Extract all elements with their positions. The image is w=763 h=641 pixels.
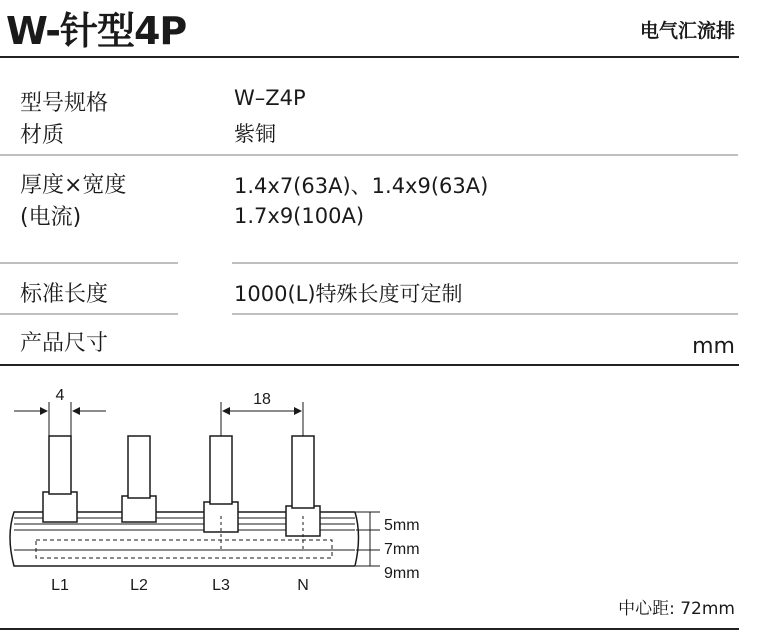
pin-label: N — [297, 577, 309, 594]
pin-l1 — [43, 436, 77, 522]
current-label: (电流) — [20, 205, 82, 230]
thickness-value-2: 1.7x9(100A) — [234, 204, 365, 228]
material-label: 材质 — [20, 123, 65, 148]
length-value: 1000(L)特殊长度可定制 — [234, 282, 463, 306]
header-divider — [0, 56, 739, 58]
pin-l2 — [122, 436, 156, 522]
pin-n — [286, 436, 320, 550]
busbar-drawing — [0, 366, 763, 628]
model-label: 型号规格 — [20, 91, 109, 116]
pin-width-label: 4 — [55, 387, 65, 404]
row-divider — [0, 262, 178, 264]
row-divider — [0, 313, 178, 315]
row-divider — [232, 262, 738, 264]
length-label: 标准长度 — [20, 282, 109, 307]
footer-divider — [0, 628, 739, 630]
product-category: 电气汇流排 — [639, 20, 735, 42]
material-value: 紫铜 — [234, 122, 276, 146]
row-divider — [0, 154, 738, 156]
model-value: W–Z4P — [234, 86, 306, 110]
product-title: W-针型4P — [6, 9, 187, 53]
pin-label: L1 — [51, 577, 69, 594]
pin-label: L3 — [212, 577, 230, 594]
dimensions-label: 产品尺寸 — [20, 331, 109, 356]
dim-5-label: 5mm — [384, 517, 420, 534]
dim-9-label: 9mm — [384, 565, 420, 582]
pin-label: L2 — [130, 577, 148, 594]
row-divider — [232, 313, 738, 315]
center-distance: 中心距: 72mm — [618, 599, 735, 619]
unit-label: mm — [692, 334, 735, 359]
thickness-value: 1.4x7(63A)、1.4x9(63A) — [234, 174, 489, 198]
dim-7-label: 7mm — [384, 541, 420, 558]
thickness-label: 厚度×宽度 — [20, 173, 127, 198]
pitch-label: 18 — [253, 391, 271, 408]
